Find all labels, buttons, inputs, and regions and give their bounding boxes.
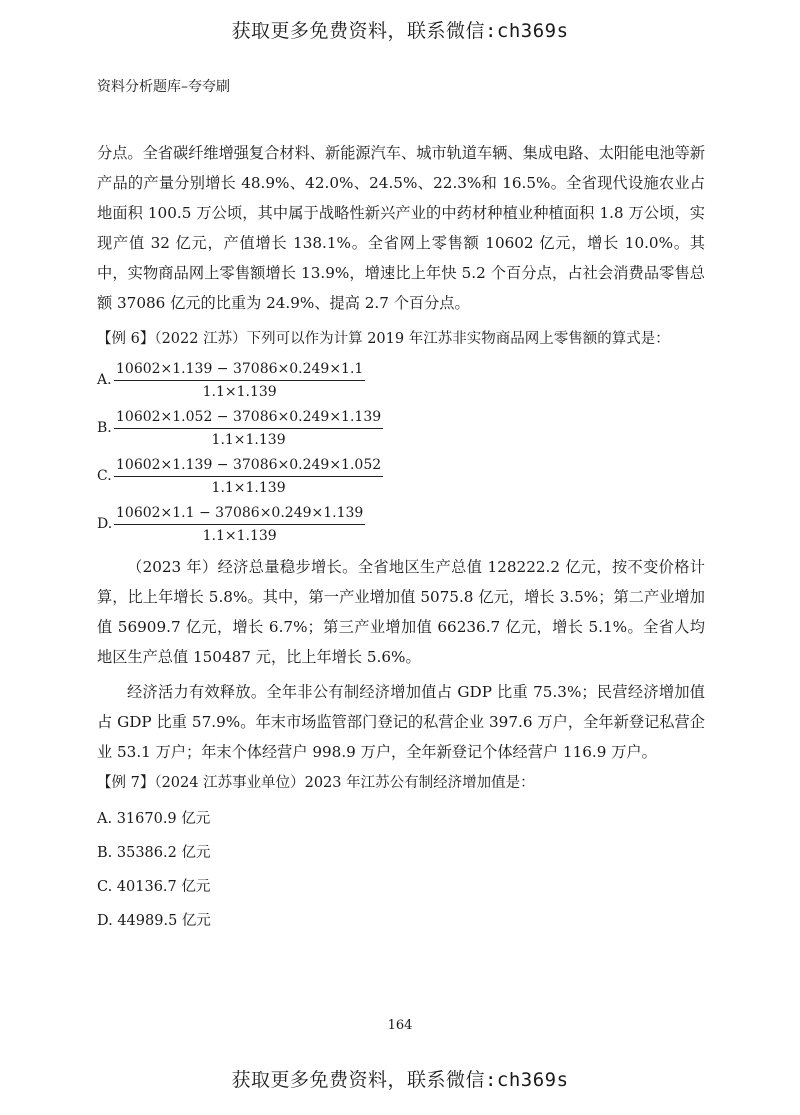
question-7-option-c[interactable]: C. 40136.7 亿元 bbox=[97, 879, 211, 895]
denominator: 1.1×1.139 bbox=[211, 431, 286, 448]
numerator: 10602×1.139 − 37086×0.249×1.1 bbox=[114, 361, 365, 381]
promo-banner-top: 获取更多免费资料，联系微信:ch369s bbox=[231, 20, 569, 42]
option-letter: B. bbox=[97, 420, 112, 436]
paragraph-2: （2023 年）经济总量稳步增长。全省地区生产总值 128222.2 亿元，按不变价格计算，比上年增长 5.8%。其中，第一产业增加值 5075.8 亿元，增长 3.5%；第二产业增加值 56909.7 亿元，增长 6.7%；第三产业增加值 66236.7 亿元，增长 5.1%。全省人均地区生产总值 150487 元，比上年增长 5.6%。 bbox=[97, 558, 705, 666]
fraction bbox=[114, 457, 383, 496]
page-number: 164 bbox=[387, 1018, 413, 1033]
numerator: 10602×1.052 − 37086×0.249×1.139 bbox=[114, 409, 383, 429]
question-7-stem: 【例 7】（2024 江苏事业单位）2023 年江苏公有制经济增加值是： bbox=[97, 775, 535, 791]
option-letter: A. bbox=[97, 372, 112, 388]
paragraph-1: 分点。全省碳纤维增强复合材料、新能源汽车、城市轨道车辆、集成电路、太阳能电池等新产品的产量分别增长 48.9%、42.0%、24.5%、22.3%和 16.5%。全省现代设施农业占地面积 100.5 万公顷，其中属于战略性新兴产业的中药材种植业种植面积 1.8 万公顷，实现产值 32 亿元，产值增长 138.1%。全省网上零售额 10602 亿元，增长 10.0%。其中，实物商品网上零售额增长 13.9%，增速比上年快 5.2 个百分点，占社会消费品零售总额 37086 亿元的比重为 24.9%、提高 2.7 个百分点。 bbox=[97, 144, 705, 312]
question-6-option-c[interactable] bbox=[97, 454, 705, 498]
numerator: 10602×1.1 − 37086×0.249×1.139 bbox=[114, 505, 365, 525]
promo-banner-bottom: 获取更多免费资料，联系微信:ch369s bbox=[231, 1069, 569, 1091]
question-7-option-a[interactable]: A. 31670.9 亿元 bbox=[97, 811, 211, 827]
denominator: 1.1×1.139 bbox=[202, 383, 277, 400]
fraction bbox=[114, 505, 365, 544]
denominator: 1.1×1.139 bbox=[202, 527, 277, 544]
question-7-option-d[interactable]: D. 44989.5 亿元 bbox=[97, 913, 211, 929]
denominator: 1.1×1.139 bbox=[211, 479, 286, 496]
question-6-option-d[interactable] bbox=[97, 502, 705, 546]
question-7-options bbox=[97, 808, 705, 932]
numerator: 10602×1.139 − 37086×0.249×1.052 bbox=[114, 457, 383, 477]
question-6-option-a[interactable] bbox=[97, 358, 705, 402]
paragraph-3: 经济活力有效释放。全年非公有制经济增加值占 GDP 比重 75.3%；民营经济增加值占 GDP 比重 57.9%。年末市场监管部门登记的私营企业 397.6 万户，全年新登记私营企业 53.1 万户；年末个体经营户 998.9 万户，全年新登记个体经营户 116.9 万户。 bbox=[97, 683, 705, 761]
page-content bbox=[97, 138, 705, 944]
fraction bbox=[114, 361, 365, 400]
question-6-options bbox=[97, 358, 705, 546]
fraction bbox=[114, 409, 383, 448]
question-6-option-b[interactable] bbox=[97, 406, 705, 450]
page-header: 资料分析题库–夸夸刷 bbox=[97, 79, 230, 95]
question-7-option-b[interactable]: B. 35386.2 亿元 bbox=[97, 845, 211, 861]
option-letter: C. bbox=[97, 468, 112, 484]
option-letter: D. bbox=[97, 516, 113, 532]
question-6-stem: 【例 6】（2022 江苏）下列可以作为计算 2019 年江苏非实物商品网上零售额的算式是： bbox=[97, 331, 670, 347]
